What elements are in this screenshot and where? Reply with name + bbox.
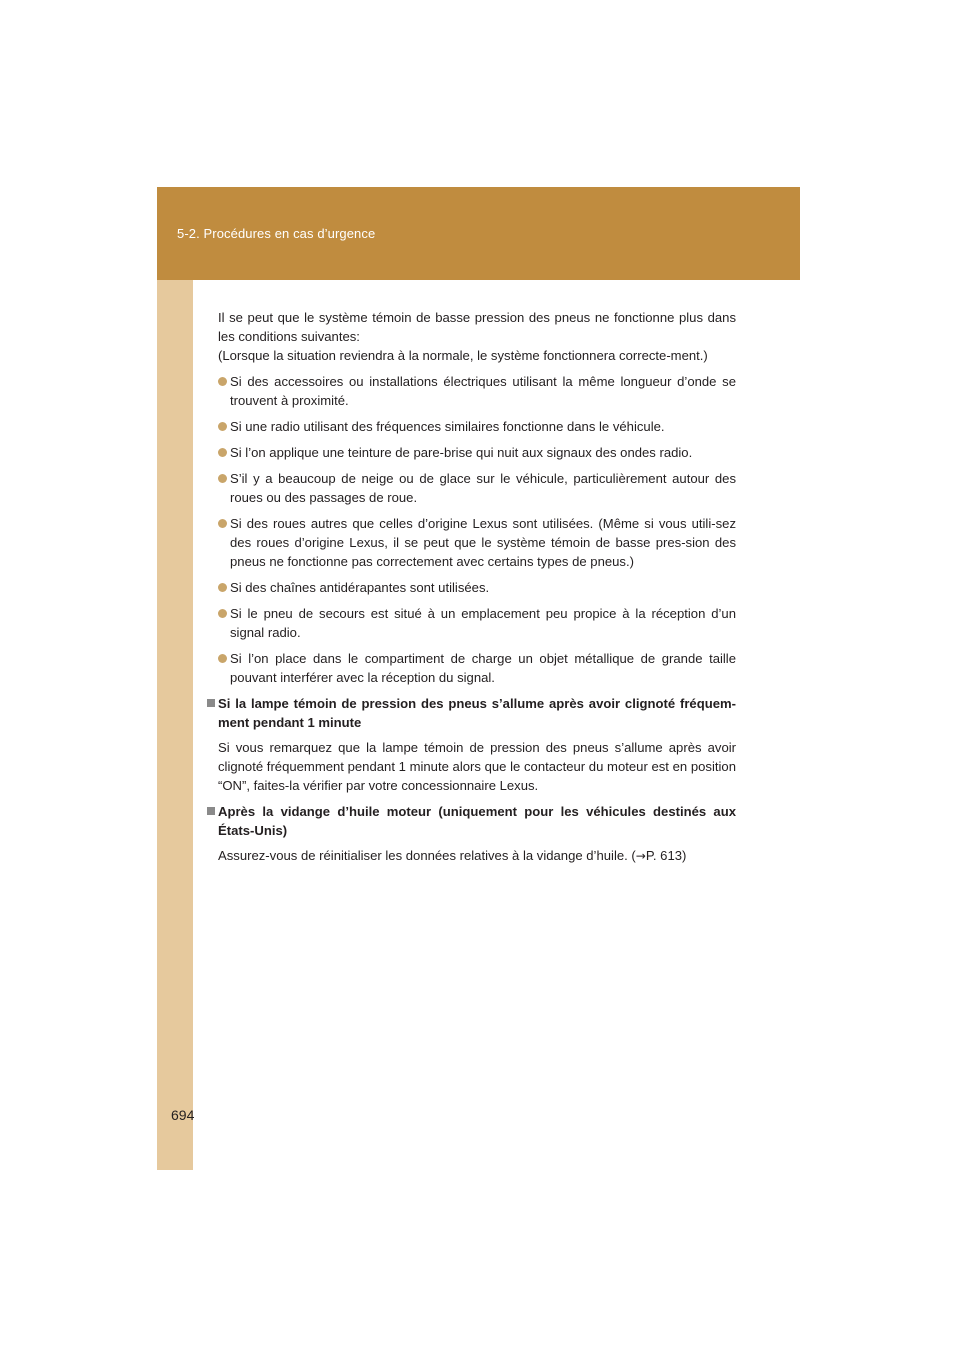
bullet-dot-icon (218, 519, 227, 528)
bullet-dot-icon (218, 654, 227, 663)
list-item-text: Si une radio utilisant des fréquences similaires fonctionne dans le véhicule. (230, 419, 665, 434)
bullet-dot-icon (218, 448, 227, 457)
header-band (157, 187, 800, 280)
intro-line-2: (Lorsque la situation reviendra à la normale, le système fonctionnera correcte-ment.) (218, 348, 708, 363)
bullet-dot-icon (218, 422, 227, 431)
section-heading-text: Après la vidange d’huile moteur (uniquement pour les véhicules destinés aux États-Unis) (218, 804, 736, 838)
page-number: 694 (171, 1107, 195, 1123)
list-item (218, 469, 736, 507)
square-bullet-icon (207, 699, 215, 707)
list-item-text: Si des roues autres que celles d’origine Lexus sont utilisées. (Même si vous utili-sez des roues d’origine Lexus, il se peut que le système témoin de basse pres-sion des pneus ne fonctionne pas correctement avec certains types de pneus.) (230, 516, 736, 569)
conditions-list (218, 372, 736, 687)
section-oil-change (218, 802, 736, 866)
bullet-dot-icon (218, 583, 227, 592)
section-warning-flashing (218, 694, 736, 795)
bullet-dot-icon (218, 609, 227, 618)
list-item (218, 443, 736, 462)
section-title: 5-2. Procédures en cas d’urgence (177, 226, 376, 241)
section-heading (218, 802, 736, 840)
section-body-text: Assurez-vous de réinitialiser les données relatives à la vidange d’huile. ( (218, 848, 636, 863)
side-strip (157, 280, 193, 1170)
arrow-right-icon: → (635, 849, 646, 863)
section-heading-text: Si la lampe témoin de pression des pneus s’allume après avoir clignoté fréquem-ment pendant 1 minute (218, 696, 736, 730)
main-content (218, 308, 736, 873)
section-body: Si vous remarquez que la lampe témoin de pression des pneus s’allume après avoir clignoté fréquemment pendant 1 minute alors que le contacteur du moteur est en position “ON”, faites-la vérifier par votre concessionnaire Lexus. (218, 740, 736, 793)
square-bullet-icon (207, 807, 215, 815)
list-item-text: S’il y a beaucoup de neige ou de glace sur le véhicule, particulièrement autour des roues ou des passages de roue. (230, 471, 736, 505)
section-heading (218, 694, 736, 732)
page-reference-link[interactable]: P. 613) (645, 848, 687, 863)
intro-line-1: Il se peut que le système témoin de basse pression des pneus ne fonctionne plus dans les conditions suivantes: (218, 310, 736, 344)
list-item (218, 604, 736, 642)
list-item (218, 578, 736, 597)
list-item (218, 372, 736, 410)
list-item-text: Si des accessoires ou installations électriques utilisant la même longueur d’onde se trouvent à proximité. (230, 374, 736, 408)
list-item (218, 649, 736, 687)
section-body (218, 846, 736, 866)
bullet-dot-icon (218, 377, 227, 386)
list-item (218, 514, 736, 571)
list-item (218, 417, 736, 436)
list-item-text: Si des chaînes antidérapantes sont utilisées. (230, 580, 490, 595)
list-item-text: Si l’on applique une teinture de pare-brise qui nuit aux signaux des ondes radio. (230, 445, 693, 460)
intro-paragraph (218, 308, 736, 365)
list-item-text: Si l’on place dans le compartiment de charge un objet métallique de grande taille pouvant interférer avec la réception du signal. (230, 651, 736, 685)
bullet-dot-icon (218, 474, 227, 483)
list-item-text: Si le pneu de secours est situé à un emplacement peu propice à la réception d’un signal radio. (230, 606, 736, 640)
